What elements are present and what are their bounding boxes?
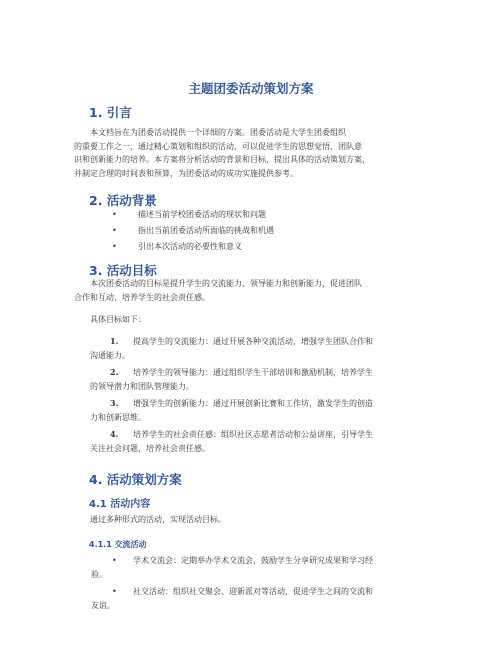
- list-item: [89, 207, 429, 223]
- document-title: 主题团委活动策划方案: [188, 81, 314, 96]
- plan-content-text: 通过多种形式的活动，实现活动目标。: [90, 515, 226, 524]
- subsubsection-heading-exchange: 4.1.1 交流活动: [89, 540, 147, 549]
- list-item: [89, 239, 429, 255]
- section-heading-background: 2. 活动背景: [89, 193, 157, 208]
- list-item-line: 社交活动：组织社交聚会、迎新派对等活动，促进学生之间的交流和: [133, 587, 373, 596]
- item-number: 2.: [110, 367, 119, 377]
- list-item-text: 引出本次活动的必要性和意义: [138, 241, 242, 251]
- item-line: 沟通能力。: [90, 350, 130, 360]
- list-item-line: 验。: [91, 569, 107, 579]
- item-line: 增强学生的创新能力：通过开展创新比赛和工作坊，激发学生的创造: [133, 399, 373, 408]
- item-line: 力和创新思维。: [90, 412, 146, 422]
- goals-intro-paragraph: [74, 277, 419, 304]
- item-line: 的领导潜力和团队管理能力。: [90, 381, 194, 391]
- item-line: 提高学生的交流能力：通过开展各种交流活动，增强学生团队合作和: [133, 337, 373, 346]
- section-heading-plan: 4. 活动策划方案: [89, 472, 182, 487]
- specific-goals-label: 具体目标如下：: [90, 315, 146, 324]
- item-line: 培养学生的领导能力：通过组织学生干部培训和激励机制，培养学生: [133, 368, 373, 377]
- item-line: 关注社会问题，培养社会责任感。: [90, 443, 210, 453]
- paragraph-line: 的重要工作之一，通过精心策划和组织的活动，可以促进学生的思想觉悟、团队意: [74, 141, 362, 151]
- paragraph-line: 本文档旨在为团委活动提供一个详细的方案。团委活动是大学生团委组织: [90, 128, 346, 137]
- background-bullet-list: [89, 207, 429, 254]
- list-item-text: 描述当前学校团委活动的现状和问题: [138, 210, 266, 219]
- bullet-icon: •: [112, 225, 117, 235]
- intro-paragraph: [74, 126, 419, 180]
- list-item-line: 学术交流会：定期举办学术交流会，鼓励学生分享研究成果和学习经: [133, 556, 373, 565]
- list-item-text: 指出当前团委活动所面临的挑战和机遇: [138, 225, 274, 235]
- list-item: [89, 223, 429, 239]
- item-number: 1.: [110, 336, 119, 346]
- paragraph-line: 合作和互动，培养学生的社会责任感。: [74, 292, 210, 302]
- item-number: 4.: [110, 429, 119, 439]
- item-number: 3.: [110, 398, 119, 408]
- bullet-icon: •: [112, 587, 117, 596]
- item-line: 培养学生的社会责任感：组织社区志愿者活动和公益讲座，引导学生: [133, 430, 373, 439]
- bullet-icon: •: [112, 556, 117, 565]
- list-item-line: 友谊。: [91, 600, 115, 610]
- paragraph-line: 并制定合理的时间表和预算，为团委活动的成功实施提供参考。: [74, 168, 298, 178]
- section-heading-goals: 3. 活动目标: [89, 263, 157, 278]
- bullet-icon: •: [112, 241, 117, 251]
- section-heading-intro: 1. 引言: [89, 105, 132, 120]
- bullet-icon: •: [112, 210, 117, 219]
- paragraph-line: 本次团委活动的目标是提升学生的交流能力、领导能力和创新能力，促进团队: [90, 279, 362, 288]
- subsection-heading-content: 4.1 活动内容: [89, 499, 151, 510]
- paragraph-line: 识和创新能力的培养。本方案将分析活动的背景和目标，提出具体的活动策划方案，: [74, 155, 370, 164]
